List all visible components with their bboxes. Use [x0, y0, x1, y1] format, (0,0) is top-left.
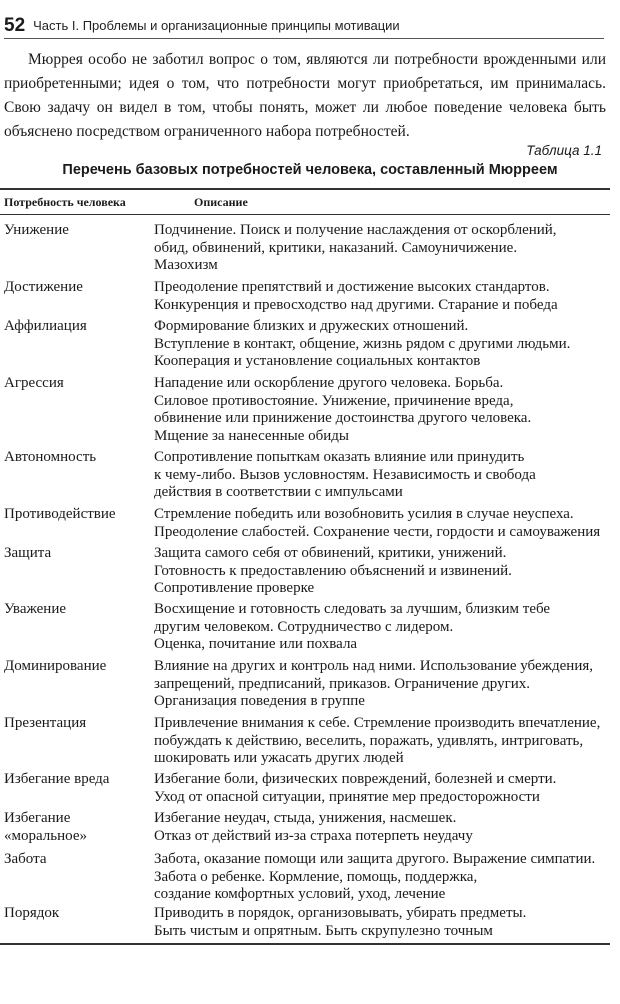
description-line: Влияние на других и контроль над ними. Использование убеждения, [154, 658, 594, 674]
description-line: создание комфортных условий, уход, лечение [154, 886, 446, 902]
description-line: обвинение или принижение достоинства другого человека. [154, 410, 532, 426]
need-description [154, 771, 614, 806]
description-line: шокировать или ужасать других людей [154, 750, 404, 766]
description-line: Забота о ребенке. Кормление, помощь, поддержка, [154, 868, 478, 885]
description-line: Сопротивление попыткам оказать влияние или принудить [154, 449, 525, 465]
description-line: Забота, оказание помощи или защита другого. Выражение симпатии. [154, 851, 596, 867]
description-line: Привлечение внимания к себе. Стремление производить впечатление, [154, 715, 601, 731]
description-line: Силовое противостояние. Унижение, причинение вреда, [154, 392, 514, 409]
description-line: Избегание боли, физических повреждений, болезней и смерти. [154, 771, 557, 787]
need-name: Унижение [4, 222, 69, 238]
description-line: Оценка, почитание или похвала [154, 636, 358, 652]
description-line: Мазохизм [154, 257, 218, 273]
page-header [4, 10, 604, 39]
description-line: Конкуренция и превосходство над другими. Старание и победа [154, 296, 558, 313]
description-line: Преодоление препятствий и достижение высоких стандартов. [154, 279, 550, 295]
need-description [154, 506, 614, 541]
intro-paragraph: Мюррея особо не заботил вопрос о том, являются ли потребности врожденными или приобретенными; идея о том, что потребности могут приобретаться, им принималась. Свою задачу он видел в том, чтобы понять, может ли любое поведение человека быть объяснено посредством ограниченного набора потребностей. [4, 51, 606, 140]
need-description [154, 658, 614, 711]
description-line: действия в соответствии с импульсами [154, 484, 403, 500]
description-line: Формирование близких и дружеских отношений. [154, 318, 469, 334]
need-description [154, 375, 614, 445]
need-name: Достижение [4, 279, 83, 295]
description-line: Восхищение и готовность следовать за лучшим, близким тебе [154, 601, 551, 617]
need-name: Забота [4, 851, 47, 867]
page-number: 52 [4, 15, 26, 36]
need-name: Противодействие [4, 506, 116, 522]
description-line: Сопротивление проверке [154, 580, 315, 596]
description-line: другим человеком. Сотрудничество с лидером. [154, 618, 454, 635]
description-line: побуждать к действию, веселить, поражать, удивлять, интриговать, [154, 732, 584, 749]
need-description [154, 905, 614, 940]
need-name: Аффилиация [4, 318, 87, 334]
description-line: обид, обвинений, критики, наказаний. Самоуничижение. [154, 239, 518, 256]
need-description [154, 449, 614, 502]
need-name: Доминирование [4, 658, 107, 674]
running-title: Часть I. Проблемы и организационные принципы мотивации [33, 18, 400, 33]
description-line: Избегание неудач, стыда, унижения, насмешек. [154, 810, 457, 826]
description-line: Уход от опасной ситуации, принятие мер предосторожности [154, 788, 540, 805]
table-number: Таблица 1.1 [526, 143, 602, 158]
need-description [154, 318, 614, 371]
need-description [154, 279, 614, 314]
description-line: Готовность к предоставлению объяснений и извинений. [154, 562, 512, 579]
description-line: Приводить в порядок, организовывать, убирать предметы. [154, 905, 527, 921]
need-description [154, 715, 614, 768]
column-header-need: Потребность человека [4, 195, 126, 209]
need-description [154, 545, 614, 598]
need-description [154, 810, 614, 845]
description-line: Защита самого себя от обвинений, критики, унижений. [154, 545, 507, 561]
description-line: к чему-либо. Вызов условностям. Независимость и свобода [154, 466, 536, 483]
need-name: Агрессия [4, 375, 64, 391]
need-name: Избегание «моральное» [4, 810, 87, 844]
description-line: Стремление победить или возобновить усилия в случае неуспеха. [154, 506, 574, 522]
need-name: Защита [4, 545, 52, 561]
need-name: Порядок [4, 905, 60, 921]
need-name: Избегание вреда [4, 771, 110, 787]
description-line: Организация поведения в группе [154, 693, 365, 709]
description-line: Отказ от действий из-за страха потерпеть неудачу [154, 827, 473, 844]
description-line: Быть чистым и опрятным. Быть скрупулезно точным [154, 922, 493, 939]
description-line: Кооперация и установление социальных контактов [154, 353, 481, 369]
need-name: Автономность [4, 449, 97, 465]
description-line: Преодоление слабостей. Сохранение чести, гордости и самоуважения [154, 523, 601, 540]
table-title: Перечень базовых потребностей человека, составленный Мюрреем [62, 162, 558, 178]
description-line: Подчинение. Поиск и получение наслаждения от оскорблений, [154, 222, 557, 238]
description-line: Нападение или оскорбление другого человека. Борьба. [154, 375, 504, 391]
need-description [154, 851, 614, 904]
table-bottom-rule [0, 943, 610, 945]
need-name: Презентация [4, 715, 87, 731]
need-description [154, 601, 614, 654]
description-line: Вступление в контакт, общение, жизнь рядом с другими людьми. [154, 335, 571, 352]
table-header-rule [0, 214, 610, 215]
column-header-description: Описание [194, 195, 248, 209]
table-top-rule [0, 188, 610, 190]
need-name: Уважение [4, 601, 67, 617]
description-line: запрещений, предписаний, приказов. Ограничение других. [154, 675, 531, 692]
need-description [154, 222, 614, 275]
description-line: Мщение за нанесенные обиды [154, 427, 349, 444]
